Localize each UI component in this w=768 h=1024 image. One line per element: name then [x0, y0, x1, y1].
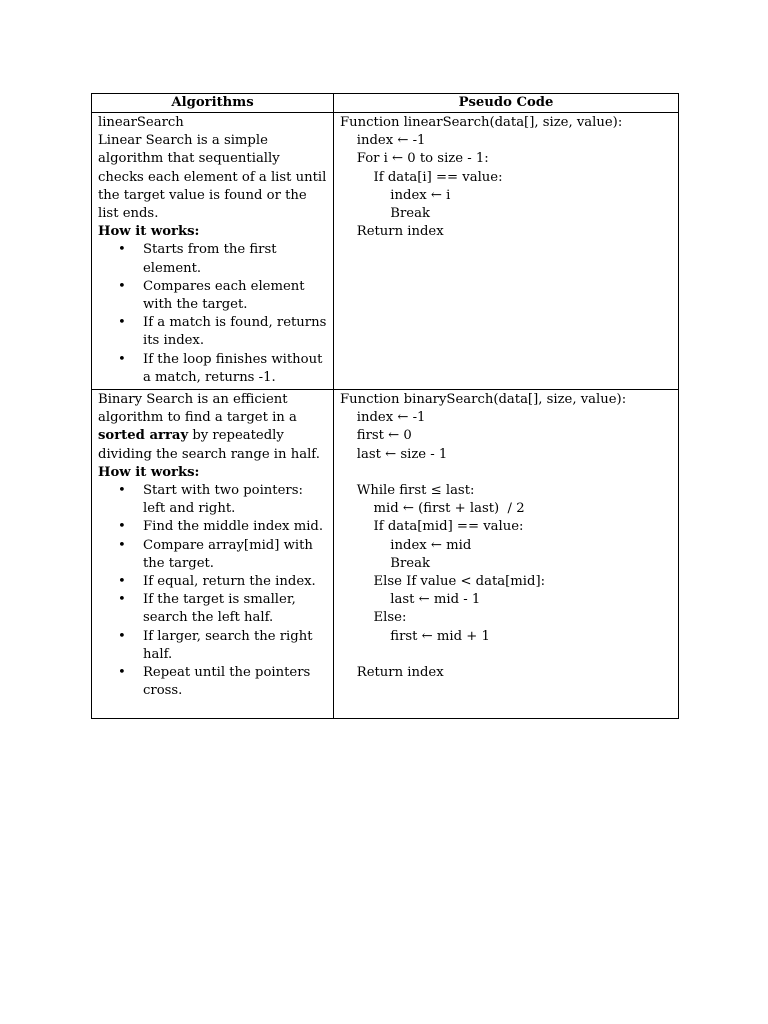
- code-line: Else If value < data[mid]:: [340, 574, 546, 590]
- bullet-icon: •: [118, 483, 126, 499]
- list-item: • If a match is found, returns its index.: [118, 315, 327, 349]
- code-line: index ← -1: [340, 410, 426, 426]
- steps-list: [98, 482, 327, 700]
- bullet-icon: •: [118, 574, 126, 590]
- list-item: • Compare array[mid] with the target.: [118, 537, 313, 571]
- code-line: Return index: [340, 665, 444, 681]
- code-line: last ← size - 1: [340, 446, 448, 462]
- bullet-icon: •: [118, 278, 126, 294]
- code-line: For i ← 0 to size - 1:: [340, 151, 489, 167]
- code-line: last ← mid - 1: [340, 592, 481, 608]
- header-algorithms: Algorithms: [92, 94, 334, 113]
- code-line: Function linearSearch(data[], size, value):: [340, 115, 623, 130]
- table-row-linear-search: [92, 113, 679, 390]
- table-header-row: [92, 94, 679, 113]
- code-line: index ← mid: [340, 537, 472, 553]
- code-line: first ← 0: [340, 428, 412, 444]
- algorithm-title: linearSearch: [98, 115, 184, 130]
- list-item: • Compares each element with the target.: [118, 278, 305, 313]
- code-line: While first ≤ last:: [340, 483, 475, 499]
- algorithm-cell-linear: [92, 113, 334, 390]
- header-pseudo-code: Pseudo Code: [334, 94, 679, 113]
- list-item: • Start with two pointers: left and right.: [118, 483, 303, 517]
- code-line: index ← i: [340, 187, 451, 203]
- code-line: [340, 464, 672, 482]
- code-line: Return index: [340, 224, 444, 240]
- list-item: • If the target is smaller, search the left half.: [118, 592, 296, 626]
- algorithms-table: [91, 93, 679, 719]
- bullet-icon: •: [118, 628, 126, 644]
- bullet-icon: •: [118, 242, 126, 258]
- bullet-icon: •: [118, 351, 126, 367]
- code-line: Break: [340, 206, 430, 222]
- code-line: mid ← (first + last) / 2: [340, 501, 525, 517]
- algorithm-description: Binary Search is an efficient algorithm to find a target in a sorted array by repeatedly dividing the search range in half.: [98, 392, 320, 462]
- code-line: [340, 646, 672, 664]
- list-item: • If equal, return the index.: [98, 573, 327, 591]
- list-item: • If larger, search the right half.: [118, 628, 313, 662]
- algorithm-description: Linear Search is a simple algorithm that sequentially checks each element of a list until the target value is found or the list ends.: [98, 133, 327, 222]
- bullet-icon: •: [118, 592, 126, 608]
- pseudo-code-cell-binary: [334, 390, 679, 719]
- bullet-icon: •: [118, 665, 126, 681]
- code-line: Else:: [340, 610, 407, 626]
- bullet-icon: •: [118, 537, 126, 553]
- code-line: Break: [340, 555, 430, 571]
- bullet-icon: •: [118, 519, 126, 535]
- code-line: If data[mid] == value:: [340, 519, 524, 535]
- list-item: • Repeat until the pointers cross.: [118, 665, 311, 699]
- code-line: index ← -1: [340, 133, 426, 149]
- bullet-icon: •: [118, 315, 126, 331]
- pseudo-code-cell-linear: [334, 113, 679, 390]
- code-line: If data[i] == value:: [340, 169, 503, 185]
- list-item: • Find the middle index mid.: [98, 518, 327, 536]
- code-line: first ← mid + 1: [340, 628, 490, 644]
- list-item: • Starts from the first element.: [118, 242, 277, 276]
- steps-list: [98, 241, 327, 387]
- how-it-works-label: How it works:: [98, 224, 200, 240]
- code-line: Function binarySearch(data[], size, value):: [340, 392, 627, 408]
- table-row-binary-search: [92, 390, 679, 719]
- list-item: • If the loop finishes without a match, returns -1.: [118, 351, 323, 385]
- algorithm-cell-binary: [92, 390, 334, 719]
- how-it-works-label: How it works:: [98, 464, 200, 480]
